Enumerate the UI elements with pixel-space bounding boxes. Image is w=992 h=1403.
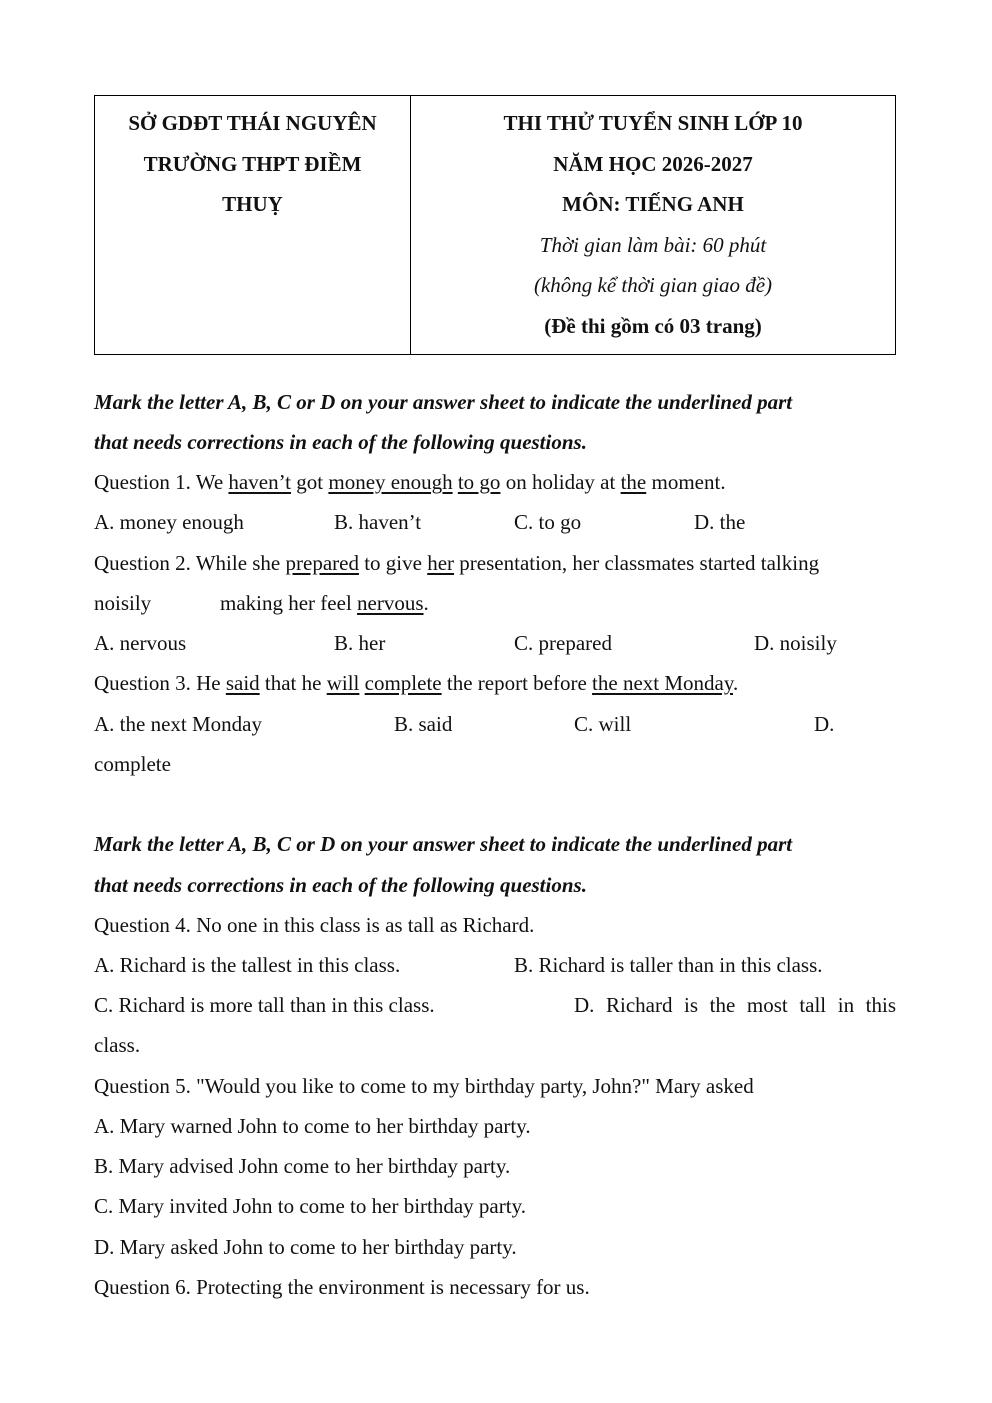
question-text: noisily [94, 591, 152, 615]
question-2-options [94, 629, 896, 657]
section2-instruction-line2: that needs corrections in each of the following questions. [94, 873, 587, 897]
option-b[interactable]: B. her [334, 631, 386, 655]
underlined-part: said [225, 671, 260, 695]
question-text: to give [358, 551, 428, 575]
question-text: got [291, 470, 329, 494]
underlined-part: haven’t [228, 470, 292, 494]
option-b[interactable]: B. Mary advised John come to her birthday party. [94, 1154, 511, 1178]
question-text-cont [220, 589, 429, 617]
time-note: (không kể thời gian giao đề) [533, 273, 773, 297]
question-text: making her feel [220, 591, 358, 615]
question-text: . [423, 591, 429, 615]
option-d[interactable]: D. Mary asked John to come to her birthday party. [94, 1235, 517, 1259]
question-4-options-row2 [94, 991, 896, 1019]
option-c[interactable]: C. Mary invited John to come to her birthday party. [94, 1194, 526, 1218]
underlined-part: will [326, 671, 360, 695]
option-b[interactable]: B. Richard is taller than in this class. [514, 953, 823, 977]
exam-info [411, 96, 895, 354]
option-d[interactable]: D. the [694, 510, 746, 534]
underlined-part: complete [364, 671, 442, 695]
school-name-line2: THUỴ [222, 192, 283, 216]
underlined-part: the next Monday [592, 671, 733, 695]
question-text: Question 2. While she [94, 551, 286, 575]
question-4: Question 4. No one in this class is as tall as Richard. [94, 913, 535, 937]
subject: MÔN: TIẾNG ANH [562, 192, 744, 216]
question-text: moment. [646, 470, 726, 494]
question-text: presentation, her classmates started talking [454, 551, 820, 575]
option-d-continued: complete [94, 752, 171, 776]
question-text: Question 1. We [94, 470, 229, 494]
option-a[interactable]: A. nervous [94, 631, 187, 655]
option-b[interactable]: B. said [394, 712, 453, 736]
question-text: Question 3. He [94, 671, 226, 695]
question-6: Question 6. Protecting the environment is necessary for us. [94, 1275, 590, 1299]
option-d[interactable]: D. noisily [754, 631, 837, 655]
option-c[interactable]: C. will [574, 712, 632, 736]
underlined-part: the [620, 470, 647, 494]
question-1-options [94, 508, 896, 536]
question-2 [94, 549, 819, 577]
question-3-options [94, 710, 896, 738]
underlined-part: nervous [357, 591, 424, 615]
school-year: NĂM HỌC 2026-2027 [553, 151, 753, 176]
option-c[interactable]: C. prepared [514, 631, 612, 655]
underlined-part: to go [457, 470, 501, 494]
question-1 [94, 468, 726, 496]
school-name-line1: TRƯỜNG THPT ĐIỀM [143, 151, 362, 176]
question-5: Question 5. "Would you like to come to my birthday party, John?" Mary asked [94, 1074, 754, 1098]
question-3 [94, 669, 738, 697]
option-d-continued: class. [94, 1033, 141, 1057]
school-info [95, 96, 411, 354]
page-count: (Đề thi gồm có 03 trang) [544, 313, 762, 338]
section1-instruction-line2: that needs corrections in each of the following questions. [94, 430, 587, 454]
option-a[interactable]: A. money enough [94, 510, 244, 534]
option-d[interactable]: D. Richard is the most tall in this [574, 993, 896, 1017]
question-text: . [733, 671, 739, 695]
question-2-line2 [94, 589, 896, 617]
department-name: SỞ GDĐT THÁI NGUYÊN [128, 111, 377, 135]
underlined-part: prepared [285, 551, 359, 575]
question-text: that he [259, 671, 327, 695]
exam-header-table [94, 95, 896, 355]
time-limit: Thời gian làm bài: 60 phút [539, 232, 767, 257]
question-text: the report before [441, 671, 593, 695]
option-c[interactable]: C. Richard is more tall than in this class. [94, 993, 435, 1017]
option-b[interactable]: B. haven’t [334, 510, 422, 534]
question-4-options-row1 [94, 951, 896, 979]
section2-instruction-line1: Mark the letter A, B, C or D on your answer sheet to indicate the underlined part [94, 832, 793, 856]
option-a[interactable]: A. Richard is the tallest in this class. [94, 953, 401, 977]
option-a[interactable]: A. the next Monday [94, 712, 262, 736]
option-c[interactable]: C. to go [514, 510, 582, 534]
option-a[interactable]: A. Mary warned John to come to her birthday party. [94, 1114, 531, 1138]
section1-instruction-line1: Mark the letter A, B, C or D on your answer sheet to indicate the underlined part [94, 390, 793, 414]
exam-title: THI THỬ TUYỂN SINH LỚP 10 [503, 111, 803, 135]
underlined-part: money enough [328, 470, 453, 494]
option-d[interactable]: D. [814, 712, 835, 736]
question-text: on holiday at [500, 470, 621, 494]
underlined-part: her [427, 551, 455, 575]
